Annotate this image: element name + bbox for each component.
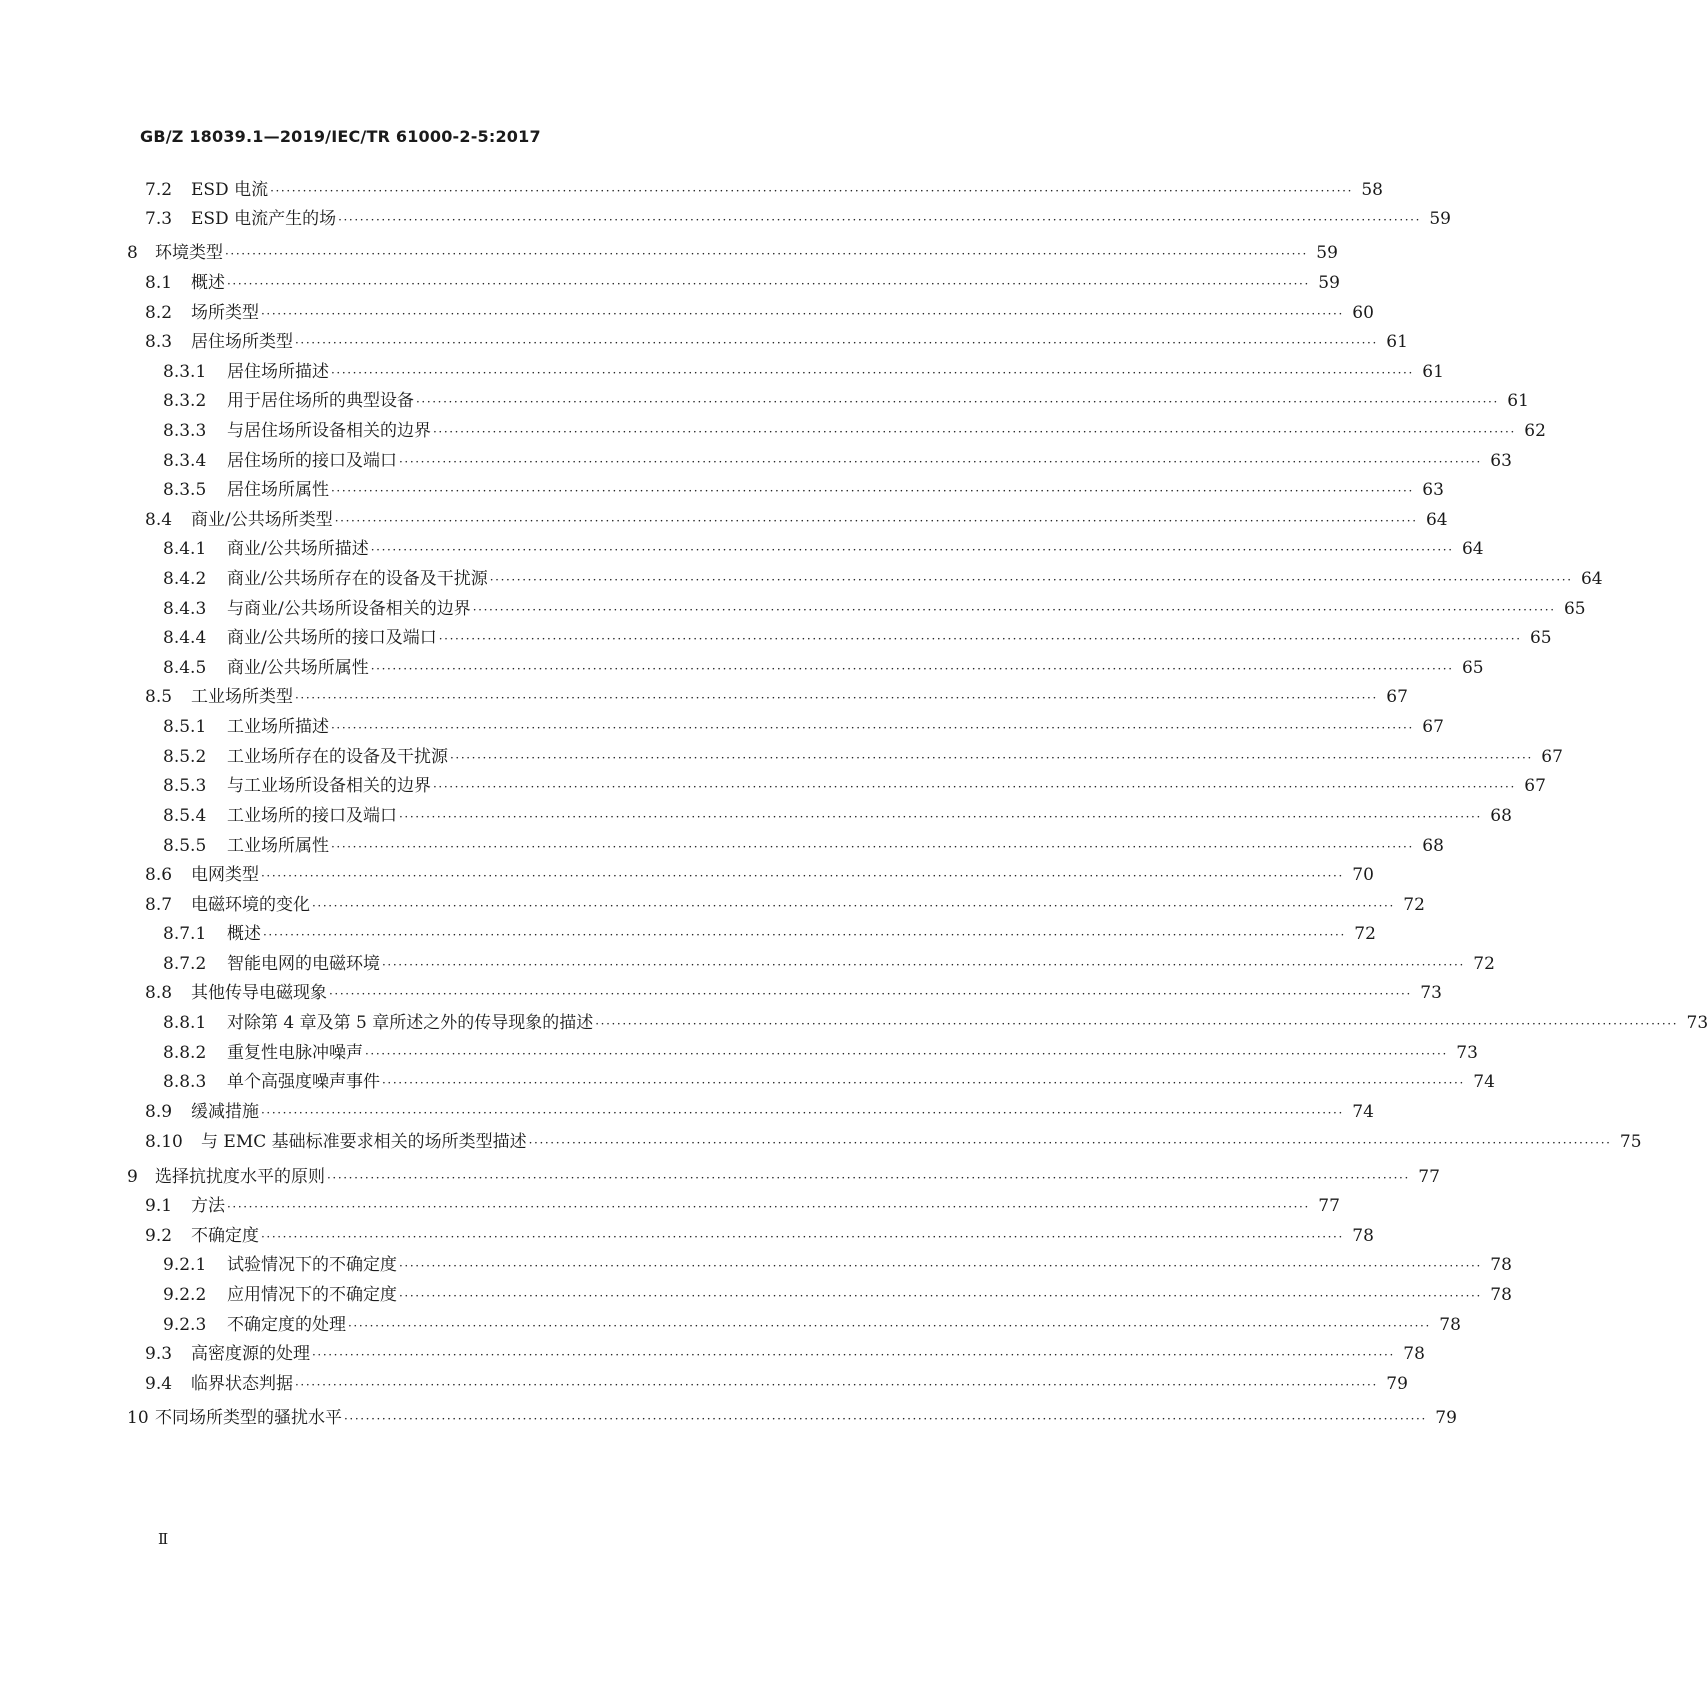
toc-entry-title: 方法 [191, 1196, 225, 1216]
toc-leader-dots: ········································································································································································································ [472, 603, 1556, 617]
toc-entry-number: 7.3 [145, 209, 173, 229]
toc-entry-title: 缓减措施 [191, 1102, 259, 1122]
toc-leader-dots: ········································································································································································································ [348, 1319, 1431, 1333]
toc-entry-number: 8.7 [145, 895, 173, 915]
toc-entry-title: 智能电网的电磁环境 [227, 954, 380, 974]
toc-leader-dots: ········································································································································································································ [227, 1200, 1310, 1214]
toc-leader-dots: ········································································································································································································ [295, 691, 1378, 705]
toc-entry-page: 73 [1420, 983, 1442, 1003]
toc-entry-number: 8.10 [145, 1132, 183, 1152]
toc-entry-title: 概述 [191, 273, 225, 293]
toc-entry-page: 68 [1422, 836, 1444, 856]
toc-entry-page: 65 [1529, 628, 1552, 648]
toc-entry-page: 72 [1354, 924, 1376, 944]
toc-leader-dots: ········································································································································································································ [438, 632, 1522, 646]
toc-entry-title: 单个高强度噪声事件 [227, 1072, 380, 1092]
toc-entry[interactable] [163, 806, 1512, 827]
toc-entry[interactable] [145, 1102, 1374, 1123]
toc-entry-title: ESD 电流产生的场 [191, 209, 337, 229]
toc-entry-title: ESD 电流 [191, 180, 269, 200]
toc-entry[interactable] [163, 539, 1484, 560]
toc-entry-title: 不同场所类型的骚扰水平 [155, 1408, 342, 1428]
toc-entry-number: 8.3.1 [163, 362, 207, 382]
toc-entry-page: 78 [1352, 1226, 1374, 1246]
toc-entry-title: 工业场所的接口及端口 [227, 806, 397, 826]
toc-leader-dots: ········································································································································································································ [450, 751, 1533, 765]
toc-leader-dots: ········································································································································································································ [327, 1171, 1410, 1185]
toc-entry[interactable] [163, 1043, 1478, 1064]
toc-entry-page: 78 [1403, 1344, 1425, 1364]
toc-leader-dots: ········································································································································································································ [227, 277, 1310, 291]
toc-entry-number: 8.5.5 [163, 836, 207, 856]
toc-entry-page: 77 [1318, 1196, 1340, 1216]
toc-leader-dots: ········································································································································································································ [261, 869, 1344, 883]
toc-entry-number: 8.5.1 [163, 717, 207, 737]
toc-entry-page: 78 [1439, 1315, 1461, 1335]
toc-entry-title: 工业场所属性 [227, 836, 329, 856]
toc-entry-title: 环境类型 [155, 243, 223, 263]
toc-entry[interactable] [145, 1226, 1374, 1247]
toc-entry-number: 9.4 [145, 1374, 173, 1394]
toc-entry-number: 7.2 [145, 180, 173, 200]
toc-entry-number: 8.7.2 [163, 954, 207, 974]
toc-entry-title: 应用情况下的不确定度 [227, 1285, 397, 1305]
toc-leader-dots: ········································································································································································································ [528, 1136, 1612, 1150]
toc-entry-number: 9.1 [145, 1196, 173, 1216]
toc-leader-dots: ········································································································································································································ [331, 840, 1414, 854]
toc-leader-dots: ········································································································································································································ [399, 810, 1482, 824]
toc-leader-dots: ········································································································································································································ [344, 1412, 1427, 1426]
toc-leader-dots: ········································································································································································································ [433, 425, 1516, 439]
toc-leader-dots: ········································································································································································································ [416, 395, 1499, 409]
toc-entry-page: 64 [1461, 539, 1484, 559]
toc-entry-number: 10 [127, 1408, 149, 1428]
toc-entry[interactable] [163, 954, 1495, 975]
toc-entry[interactable] [163, 1255, 1512, 1276]
toc-entry[interactable] [145, 1196, 1340, 1217]
toc-entry-page: 59 [1429, 209, 1451, 229]
toc-entry[interactable] [163, 569, 1603, 590]
toc-leader-dots: ········································································································································································································ [382, 1076, 1465, 1090]
toc-leader-dots: ········································································································································································································ [334, 514, 1418, 528]
toc-entry[interactable] [163, 362, 1444, 383]
toc-leader-dots: ········································································································································································································ [399, 455, 1482, 469]
toc-entry-page: 72 [1403, 895, 1425, 915]
document-header: GB/Z 18039.1—2019/IEC/TR 61000-2-5:2017 [140, 127, 541, 146]
toc-entry-number: 8.2 [145, 303, 173, 323]
toc-entry-page: 65 [1563, 599, 1586, 619]
toc-entry-number: 9 [127, 1167, 138, 1187]
toc-entry[interactable] [127, 1408, 1457, 1429]
toc-entry[interactable] [163, 451, 1512, 472]
toc-entry-page: 74 [1352, 1102, 1374, 1122]
toc-entry-number: 8.3 [145, 332, 173, 352]
toc-entry-title: 工业场所描述 [227, 717, 329, 737]
toc-entry-title: 居住场所属性 [227, 480, 329, 500]
toc-entry-title: 工业场所类型 [191, 687, 293, 707]
toc-entry-number: 8.4.2 [163, 569, 207, 589]
toc-entry-page: 79 [1386, 1374, 1408, 1394]
toc-entry-page: 67 [1524, 776, 1546, 796]
toc-entry-title: 电网类型 [191, 865, 259, 885]
toc-entry[interactable] [145, 983, 1442, 1004]
toc-entry-title: 居住场所的接口及端口 [227, 451, 397, 471]
toc-entry-title: 商业/公共场所存在的设备及干扰源 [227, 569, 488, 589]
toc-entry-title: 工业场所存在的设备及干扰源 [227, 747, 448, 767]
toc-entry[interactable] [163, 480, 1444, 501]
toc-entry-page: 77 [1418, 1167, 1440, 1187]
toc-entry-title: 高密度源的处理 [191, 1344, 310, 1364]
toc-entry[interactable] [163, 628, 1552, 649]
toc-entry[interactable] [163, 776, 1546, 797]
toc-entry-page: 73 [1686, 1013, 1708, 1033]
toc-entry[interactable] [145, 332, 1408, 353]
toc-leader-dots: ········································································································································································································ [261, 1230, 1344, 1244]
toc-entry[interactable] [163, 717, 1444, 738]
toc-entry[interactable] [127, 243, 1338, 264]
toc-leader-dots: ········································································································································································································ [312, 1348, 1395, 1362]
toc-leader-dots: ········································································································································································································ [365, 1047, 1448, 1061]
toc-entry-page: 58 [1361, 180, 1383, 200]
toc-entry-page: 67 [1386, 687, 1408, 707]
toc-leader-dots: ········································································································································································································ [382, 958, 1465, 972]
toc-entry-number: 8.8.2 [163, 1043, 207, 1063]
toc-entry-page: 64 [1425, 510, 1448, 530]
toc-entry-title: 商业/公共场所描述 [227, 539, 369, 559]
toc-entry-title: 临界状态判据 [191, 1374, 293, 1394]
toc-entry-page: 59 [1316, 243, 1338, 263]
toc-entry-title: 其他传导电磁现象 [191, 983, 327, 1003]
toc-entry[interactable] [145, 687, 1408, 708]
toc-entry-number: 8.8 [145, 983, 173, 1003]
toc-entry-title: 选择抗扰度水平的原则 [155, 1167, 325, 1187]
toc-entry-title: 概述 [227, 924, 261, 944]
toc-leader-dots: ········································································································································································································ [331, 366, 1414, 380]
toc-entry-title: 商业/公共场所的接口及端口 [227, 628, 437, 648]
toc-entry-page: 68 [1490, 806, 1512, 826]
toc-entry-title: 对除第 4 章及第 5 章所述之外的传导现象的描述 [227, 1013, 594, 1033]
toc-entry-number: 8.1 [145, 273, 173, 293]
toc-entry[interactable] [163, 747, 1563, 768]
toc-entry-title: 试验情况下的不确定度 [227, 1255, 397, 1275]
toc-entry-title: 与工业场所设备相关的边界 [227, 776, 431, 796]
toc-entry-page: 61 [1422, 362, 1444, 382]
toc-entry-page: 78 [1490, 1285, 1512, 1305]
toc-leader-dots: ········································································································································································································ [329, 987, 1412, 1001]
toc-entry-title: 商业/公共场所类型 [191, 510, 333, 530]
toc-entry-title: 不确定度的处理 [227, 1315, 346, 1335]
toc-leader-dots: ········································································································································································································ [261, 1106, 1344, 1120]
toc-entry-page: 78 [1490, 1255, 1512, 1275]
toc-entry-page: 61 [1507, 391, 1529, 411]
toc-entry-number: 9.2.1 [163, 1255, 207, 1275]
toc-entry-page: 67 [1541, 747, 1563, 767]
toc-entry-page: 79 [1435, 1408, 1457, 1428]
toc-leader-dots: ········································································································································································································ [370, 543, 1454, 557]
toc-leader-dots: ········································································································································································································ [399, 1259, 1482, 1273]
toc-entry-title: 与 EMC 基础标准要求相关的场所类型描述 [201, 1132, 527, 1152]
toc-leader-dots: ········································································································································································································ [489, 573, 1573, 587]
toc-leader-dots: ········································································································································································································ [295, 1378, 1378, 1392]
toc-entry-number: 8.9 [145, 1102, 173, 1122]
toc-leader-dots: ········································································································································································································ [370, 662, 1454, 676]
toc-entry-page: 72 [1473, 954, 1495, 974]
toc-entry-number: 8.5.2 [163, 747, 207, 767]
toc-entry-title: 与居住场所设备相关的边界 [227, 421, 431, 441]
toc-entry-number: 8.5.3 [163, 776, 207, 796]
toc-entry-number: 8.5 [145, 687, 173, 707]
toc-entry[interactable] [145, 209, 1451, 230]
toc-entry-number: 8.3.2 [163, 391, 207, 411]
toc-entry-page: 67 [1422, 717, 1444, 737]
toc-entry-page: 63 [1490, 451, 1512, 471]
toc-entry[interactable] [145, 895, 1425, 916]
toc-entry-number: 8.4.3 [163, 599, 207, 619]
toc-entry[interactable] [163, 836, 1444, 857]
toc-entry[interactable] [163, 658, 1484, 679]
toc-entry-number: 8.4 [145, 510, 173, 530]
toc-entry-page: 65 [1461, 658, 1484, 678]
toc-leader-dots: ········································································································································································································ [270, 184, 1353, 198]
toc-entry-title: 电磁环境的变化 [191, 895, 310, 915]
toc-entry-page: 64 [1580, 569, 1603, 589]
toc-leader-dots: ········································································································································································································ [338, 213, 1421, 227]
toc-entry-page: 59 [1318, 273, 1340, 293]
toc-entry-number: 8.5.4 [163, 806, 207, 826]
toc-entry[interactable] [145, 303, 1374, 324]
toc-entry-number: 8.3.3 [163, 421, 207, 441]
toc-entry[interactable] [163, 1285, 1512, 1306]
toc-entry-number: 8.4.5 [163, 658, 207, 678]
toc-entry-page: 75 [1619, 1132, 1642, 1152]
toc-entry-title: 不确定度 [191, 1226, 259, 1246]
toc-entry-number: 8.8.1 [163, 1013, 207, 1033]
toc-entry[interactable] [145, 1132, 1642, 1153]
toc-entry-number: 8.8.3 [163, 1072, 207, 1092]
toc-entry[interactable] [163, 599, 1586, 620]
toc-entry-number: 9.2.3 [163, 1315, 207, 1335]
toc-entry[interactable] [127, 1167, 1440, 1188]
toc-entry[interactable] [163, 391, 1529, 412]
toc-entry-number: 8 [127, 243, 138, 263]
toc-entry-number: 8.4.1 [163, 539, 207, 559]
toc-entry[interactable] [163, 1013, 1708, 1034]
toc-entry-title: 商业/公共场所属性 [227, 658, 369, 678]
toc-entry[interactable] [145, 273, 1340, 294]
toc-entry-number: 9.2.2 [163, 1285, 207, 1305]
toc-entry-title: 用于居住场所的典型设备 [227, 391, 414, 411]
toc-entry-number: 8.3.5 [163, 480, 207, 500]
toc-entry[interactable] [163, 421, 1546, 442]
toc-entry-page: 63 [1422, 480, 1444, 500]
toc-entry-title: 场所类型 [191, 303, 259, 323]
toc-entry-title: 与商业/公共场所设备相关的边界 [227, 599, 471, 619]
toc-entry[interactable] [145, 180, 1383, 201]
toc-entry-number: 8.3.4 [163, 451, 207, 471]
toc-entry-number: 8.6 [145, 865, 173, 885]
toc-entry[interactable] [163, 1072, 1495, 1093]
toc-entry-page: 70 [1352, 865, 1374, 885]
toc-leader-dots: ········································································································································································································ [399, 1289, 1482, 1303]
toc-entry-page: 61 [1386, 332, 1408, 352]
toc-entry-title: 居住场所描述 [227, 362, 329, 382]
toc-leader-dots: ········································································································································································································ [312, 899, 1395, 913]
toc-entry-number: 8.4.4 [163, 628, 207, 648]
toc-entry[interactable] [163, 924, 1376, 945]
toc-entry-page: 73 [1456, 1043, 1478, 1063]
toc-entry-number: 9.3 [145, 1344, 173, 1364]
toc-leader-dots: ········································································································································································································ [331, 721, 1414, 735]
toc-leader-dots: ········································································································································································································ [263, 928, 1346, 942]
toc-entry-number: 9.2 [145, 1226, 173, 1246]
toc-entry[interactable] [145, 510, 1448, 531]
toc-entry-title: 重复性电脉冲噪声 [227, 1043, 363, 1063]
toc-leader-dots: ········································································································································································································ [331, 484, 1414, 498]
toc-entry-page: 74 [1473, 1072, 1495, 1092]
toc-leader-dots: ········································································································································································································ [261, 307, 1344, 321]
toc-leader-dots: ········································································································································································································ [225, 247, 1308, 261]
toc-entry-page: 60 [1352, 303, 1374, 323]
toc-leader-dots: ········································································································································································································ [595, 1017, 1679, 1031]
toc-entry[interactable] [145, 865, 1374, 886]
toc-entry[interactable] [145, 1374, 1408, 1395]
toc-leader-dots: ········································································································································································································ [295, 336, 1378, 350]
toc-entry-number: 8.7.1 [163, 924, 207, 944]
toc-entry-title: 居住场所类型 [191, 332, 293, 352]
toc-entry-page: 62 [1524, 421, 1546, 441]
toc-leader-dots: ········································································································································································································ [433, 780, 1516, 794]
toc-entry[interactable] [163, 1315, 1461, 1336]
toc-entry[interactable] [145, 1344, 1425, 1365]
page-number-footer: Ⅱ [158, 1530, 169, 1548]
